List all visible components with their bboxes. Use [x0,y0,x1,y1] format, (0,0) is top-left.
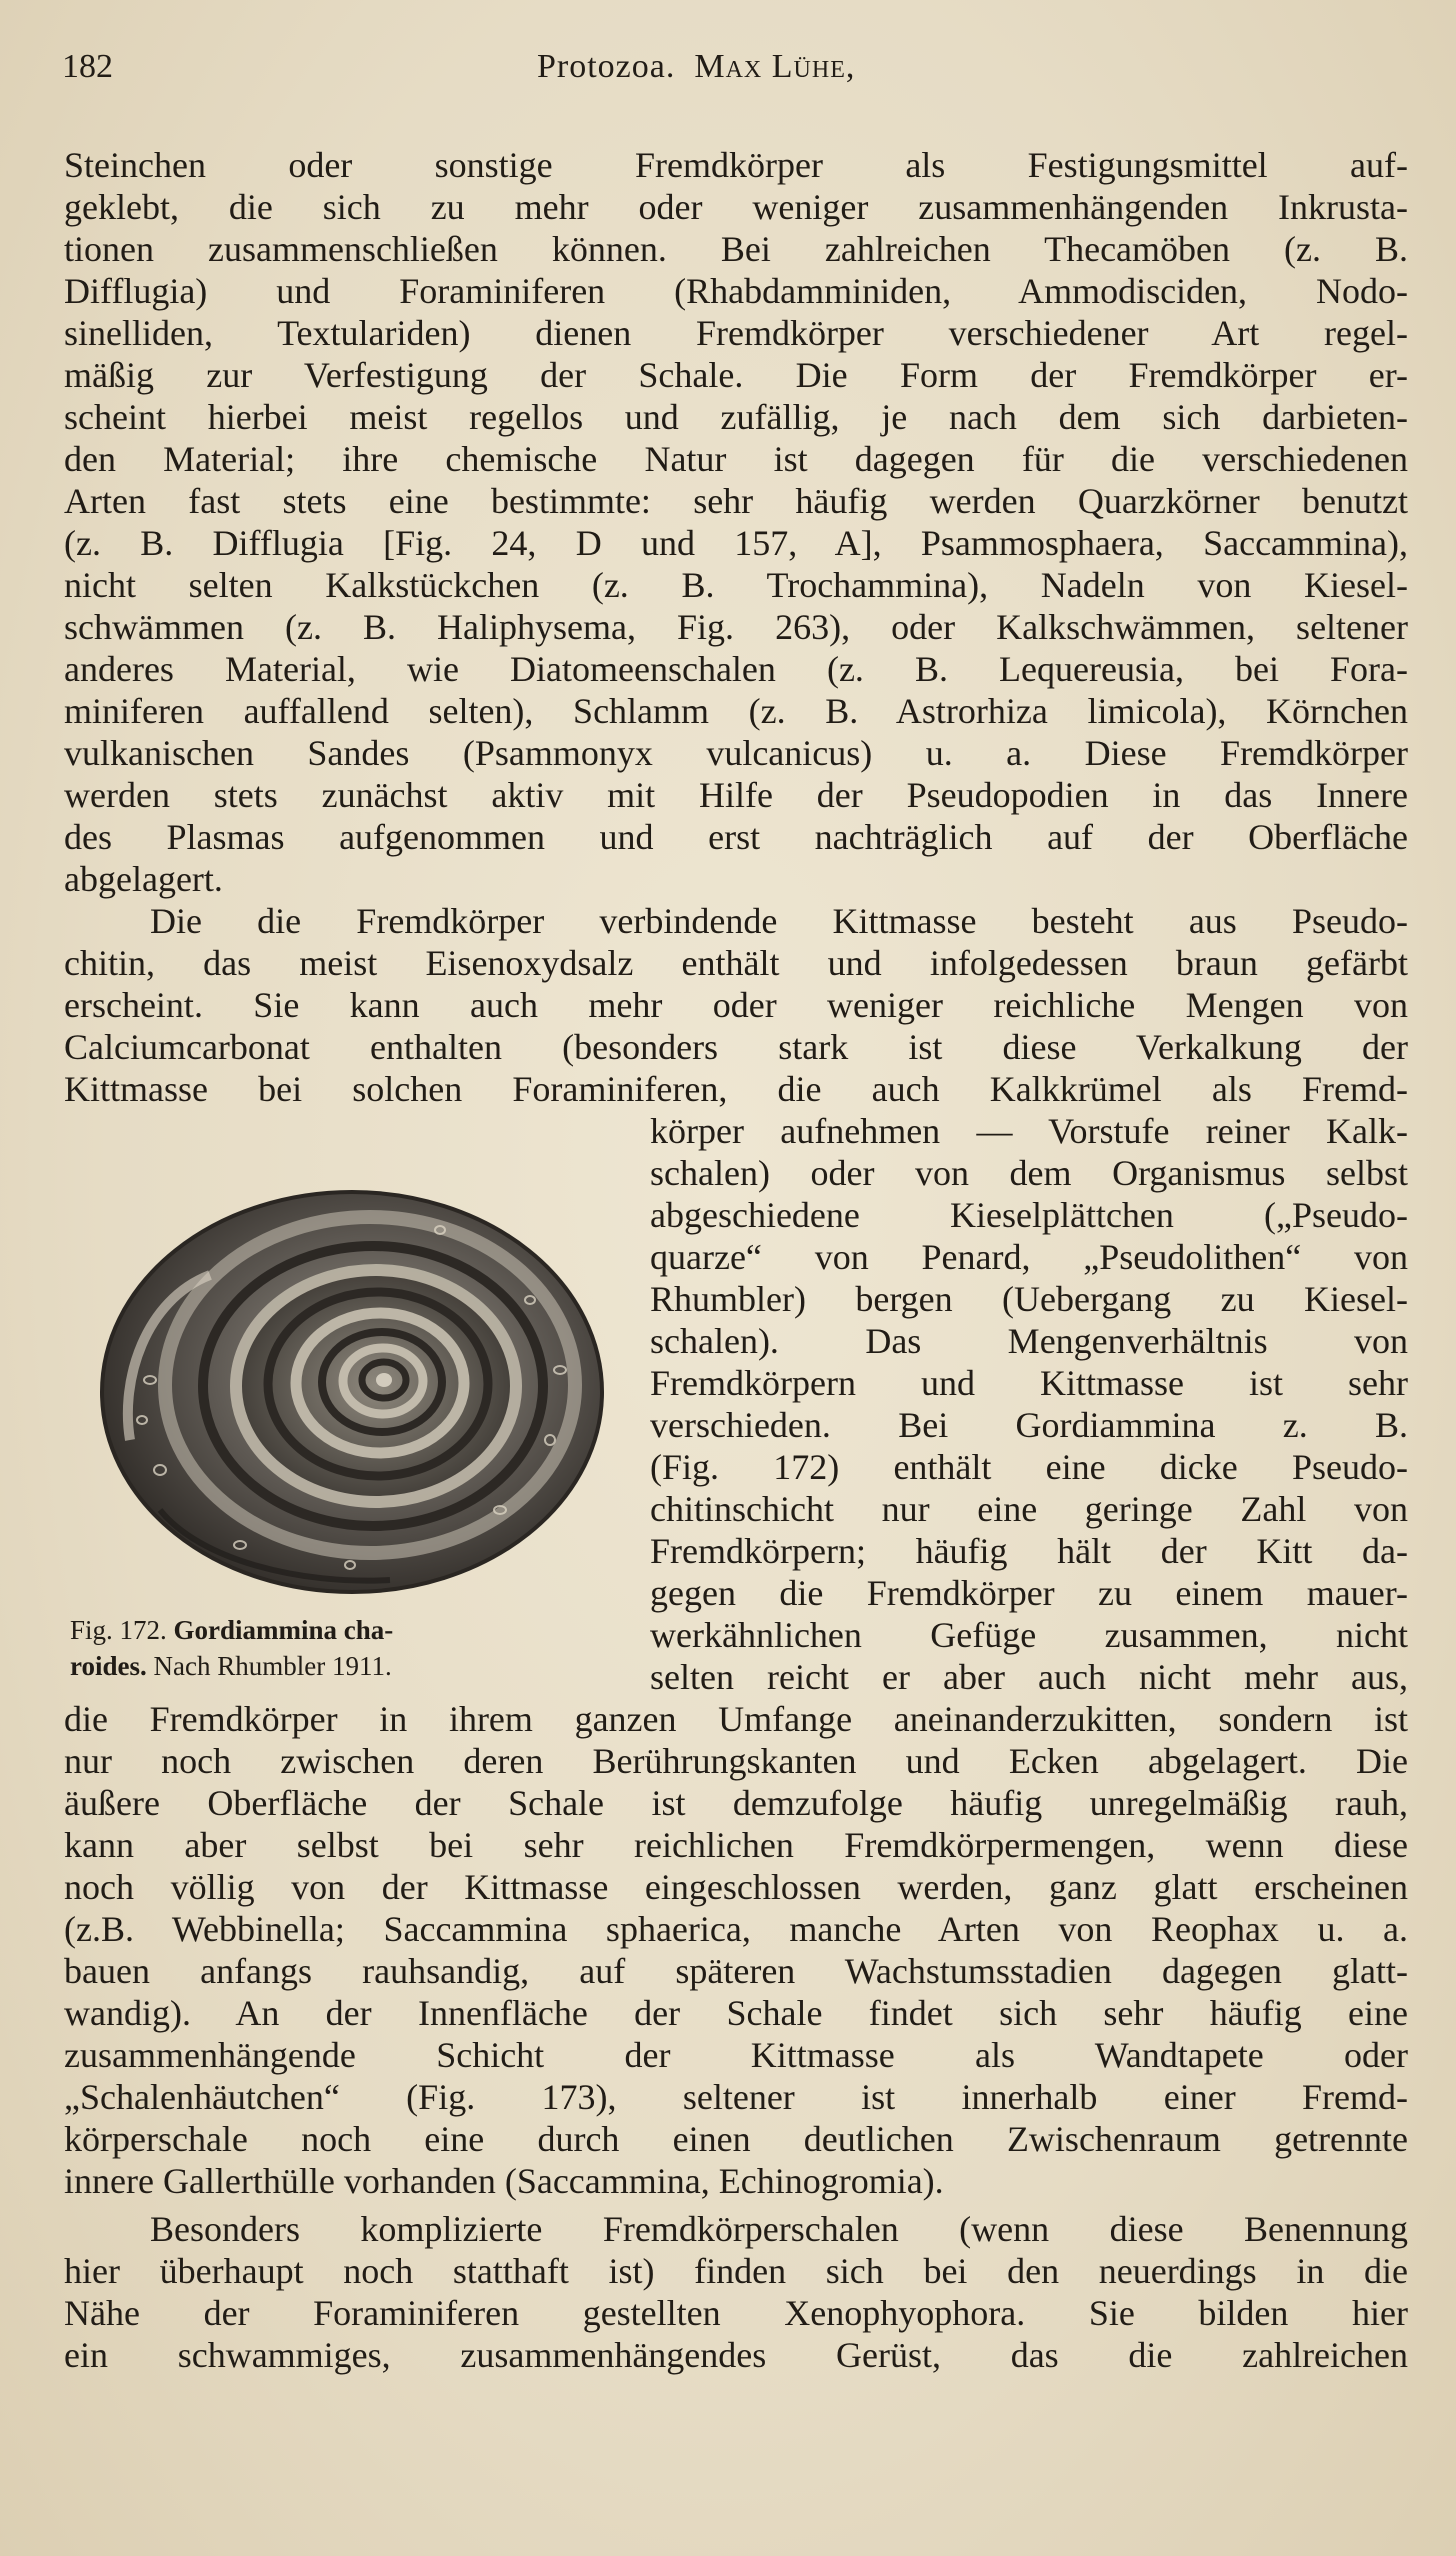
text-line: Kittmasse bei solchen Foraminiferen, die auch Kalkkrümel als Fremd- [64,1069,1408,1109]
text-line: chitin, das meist Eisenoxydsalz enthält und infolgedessen braun gefärbt [64,943,1408,983]
text-line: geklebt, die sich zu mehr oder weniger zusammenhängenden Inkrusta- [64,187,1408,227]
text-line: werden stets zunächst aktiv mit Hilfe der Pseudopodien in das Innere [64,775,1408,815]
text-line: schalen). Das Mengenverhältnis von [650,1321,1408,1361]
text-line: sinelliden, Textulariden) dienen Fremdkörper verschiedener Art regel- [64,313,1408,353]
figure-species-name-part2: roides. [70,1651,147,1681]
text-line: gegen die Fremdkörper zu einem mauer- [650,1573,1408,1613]
text-line: zusammenhängende Schicht der Kittmasse als Wandtapete oder [64,2035,1408,2075]
section-title: Protozoa. [537,48,676,85]
figure-172-caption [70,1612,630,1684]
text-line: chitinschicht nur eine geringe Zahl von [650,1489,1408,1529]
text-line: schwämmen (z. B. Haliphysema, Fig. 263), oder Kalkschwämmen, seltener [64,607,1408,647]
text-line: (z. B. Difflugia [Fig. 24, D und 157, A], Psammosphaera, Saccammina), [64,523,1408,563]
figure-label: Fig. 172. [70,1615,167,1645]
text-line: Fremdkörpern und Kittmasse ist sehr [650,1363,1408,1403]
figure-credit: Nach Rhumbler 1911. [153,1651,392,1681]
text-line: ein schwammiges, zusammenhängendes Gerüst, das die zahlreichen [64,2335,1408,2375]
text-line: erscheint. Sie kann auch mehr oder weniger reichliche Mengen von [64,985,1408,1025]
running-title [537,48,855,86]
text-line: kann aber selbst bei sehr reichlichen Fremdkörpermengen, wenn diese [64,1825,1408,1865]
text-line: mäßig zur Verfestigung der Schale. Die Form der Fremdkörper er- [64,355,1408,395]
text-line: verschieden. Bei Gordiammina z. B. [650,1405,1408,1445]
text-line: (z.B. Webbinella; Saccammina sphaerica, manche Arten von Reophax u. a. [64,1909,1408,1949]
text-line: abgelagert. [64,859,223,899]
text-line: Nähe der Foraminiferen gestellten Xenophyophora. Sie bilden hier [64,2293,1408,2333]
figure-species-name-part1: Gordiammina cha- [173,1615,394,1645]
text-line: „Schalenhäutchen“ (Fig. 173), seltener ist innerhalb einer Fremd- [64,2077,1408,2117]
running-header [62,48,1407,98]
text-line: die Fremdkörper in ihrem ganzen Umfange aneinanderzukitten, sondern ist [64,1699,1408,1739]
author-name: Max Lühe, [694,48,856,85]
text-line: nicht selten Kalkstückchen (z. B. Trochammina), Nadeln von Kiesel- [64,565,1408,605]
text-line: tionen zusammenschließen können. Bei zahlreichen Thecamöben (z. B. [64,229,1408,269]
text-line: vulkanischen Sandes (Psammonyx vulcanicus) u. a. Diese Fremdkörper [64,733,1408,773]
text-line: wandig). An der Innenfläche der Schale findet sich sehr häufig eine [64,1993,1408,2033]
text-line: Fremdkörpern; häufig hält der Kitt da- [650,1531,1408,1571]
figure-172-illustration [90,1180,610,1600]
text-line: innere Gallerthülle vorhanden (Saccammina, Echinogromia). [64,2161,944,2201]
text-line: Steinchen oder sonstige Fremdkörper als Festigungsmittel auf- [64,145,1408,185]
text-line: nur noch zwischen deren Berührungskanten und Ecken abgelagert. Die [64,1741,1408,1781]
page-number: 182 [62,48,113,85]
paragraph-start-line: Die die Fremdkörper verbindende Kittmasse besteht aus Pseudo- [150,901,1408,941]
text-line: noch völlig von der Kittmasse eingeschlossen werden, ganz glatt erscheinen [64,1867,1408,1907]
text-line: quarze“ von Penard, „Pseudolithen“ von [650,1237,1408,1277]
text-line: selten reicht er aber auch nicht mehr aus, [650,1657,1408,1697]
text-line: körper aufnehmen — Vorstufe reiner Kalk- [650,1111,1408,1151]
text-line: miniferen auffallend selten), Schlamm (z. B. Astrorhiza limicola), Körnchen [64,691,1408,731]
text-line: den Material; ihre chemische Natur ist dagegen für die verschiedenen [64,439,1408,479]
text-line: Calciumcarbonat enthalten (besonders stark ist diese Verkalkung der [64,1027,1408,1067]
paragraph-start-line: Besonders komplizierte Fremdkörperschalen (wenn diese Benennung [150,2209,1408,2249]
text-line: schalen) oder von dem Organismus selbst [650,1153,1408,1193]
text-line: bauen anfangs rauhsandig, auf späteren Wachstumsstadien dagegen glatt- [64,1951,1408,1991]
text-line: körperschale noch eine durch einen deutlichen Zwischenraum getrennte [64,2119,1408,2159]
text-line: Rhumbler) bergen (Uebergang zu Kiesel- [650,1279,1408,1319]
text-line: Difflugia) und Foraminiferen (Rhabdamminiden, Ammodisciden, Nodo- [64,271,1408,311]
text-line: (Fig. 172) enthält eine dicke Pseudo- [650,1447,1408,1487]
text-line: hier überhaupt noch statthaft ist) finden sich bei den neuerdings in die [64,2251,1408,2291]
gordiammina-shell-drawing [90,1180,610,1600]
text-line: des Plasmas aufgenommen und erst nachträglich auf der Oberfläche [64,817,1408,857]
text-line: Arten fast stets eine bestimmte: sehr häufig werden Quarzkörner benutzt [64,481,1408,521]
text-line: werkähnlichen Gefüge zusammen, nicht [650,1615,1408,1655]
text-line: abgeschiedene Kieselplättchen („Pseudo- [650,1195,1408,1235]
text-line: anderes Material, wie Diatomeenschalen (z. B. Lequereusia, bei Fora- [64,649,1408,689]
text-line: scheint hierbei meist regellos und zufällig, je nach dem sich darbieten- [64,397,1408,437]
text-line: äußere Oberfläche der Schale ist demzufolge häufig unregelmäßig rauh, [64,1783,1408,1823]
